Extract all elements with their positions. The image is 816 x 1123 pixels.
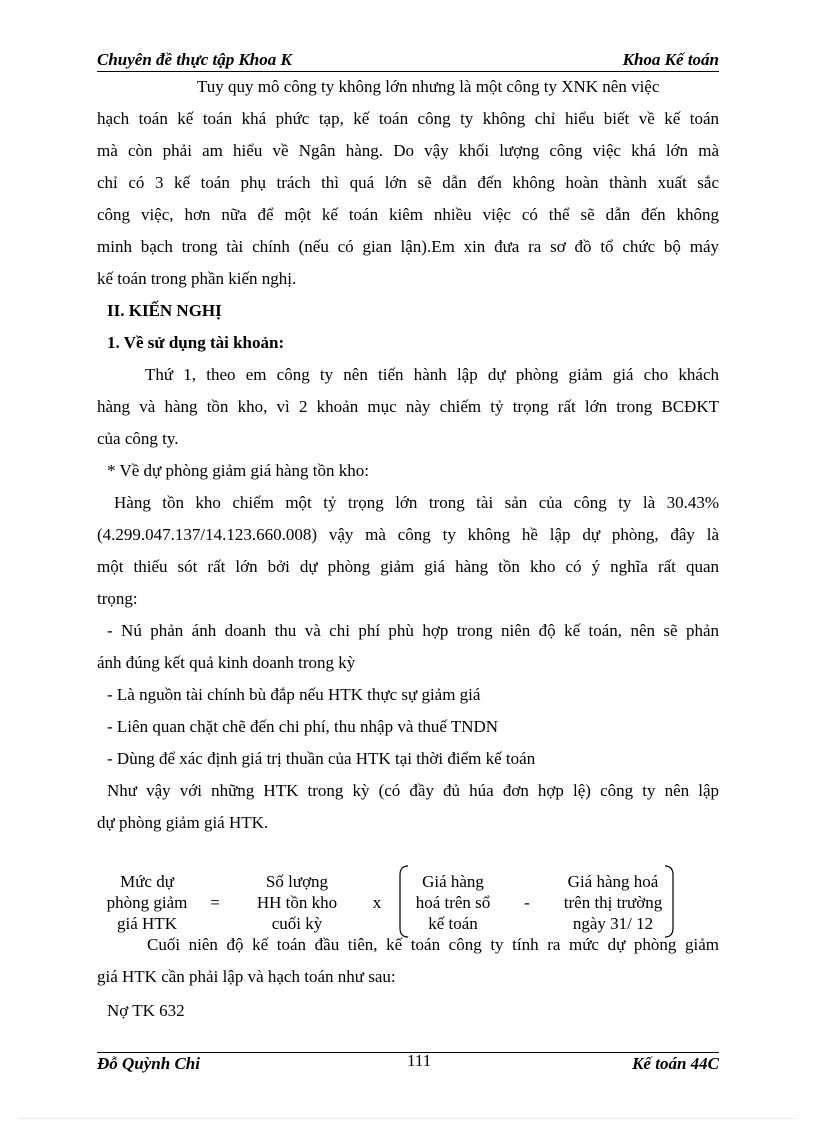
formula-quantity: Số lượng HH tồn kho cuối kỳ [256, 872, 338, 933]
bullet-line: - Liên quan chặt chẽ đến chi phí, thu nhập và thuế TNDN [107, 717, 499, 736]
text-line: * Về dự phòng giảm giá hàng tồn kho: [107, 461, 369, 480]
text-line: hạch toán kế toán khá phức tạp, kế toán công ty không chỉ hiểu biết về kế toán [97, 109, 719, 128]
bullet-line: - Dùng để xác định giá trị thuần của HTK tại thời điểm kế toán [107, 749, 536, 768]
formula-market-price: Giá hàng hoá trên thị trường ngày 31/ 12 [563, 872, 663, 933]
formula-minus: - [524, 893, 530, 912]
text-line: Hàng tồn kho chiếm một tỷ trọng lớn trong tài sản của công ty là 30.43% [114, 493, 719, 512]
text-line: của công ty. [97, 429, 179, 448]
text-line: hàng và hàng tồn kho, vì 2 khoản mục này chiếm tỷ trọng rất lớn trong BCĐKT [97, 397, 719, 416]
formula-book-price: Giá hàng hoá trên sổ kế toán [415, 872, 491, 933]
formula-equals: = [210, 893, 220, 912]
text-line: Tuy quy mô công ty không lớn nhưng là một công ty XNK nên việc [197, 77, 660, 96]
footer-author: Đỗ Quỳnh Chi [97, 1054, 200, 1073]
text-line: (4.299.047.137/14.123.660.008) vậy mà công ty không hề lập dự phòng, đây là [97, 525, 719, 544]
page-edge-divider [20, 1118, 796, 1119]
text-line: giá HTK cần phải lập và hạch toán như sau: [97, 967, 396, 986]
section-heading: II. KIẾN NGHỊ [107, 301, 222, 320]
close-paren-icon [664, 865, 674, 938]
bullet-line: - Là nguồn tài chính bù đắp nếu HTK thực sự giảm giá [107, 685, 481, 704]
text-line: dự phòng giảm giá HTK. [97, 813, 269, 832]
text-line: minh bạch trong tài chính (nếu có gian lận).Em xin đưa ra sơ đồ tổ chức bộ máy [97, 237, 719, 256]
text-line: một thiếu sót rất lớn bởi dự phòng giảm giá hàng tồn kho có ý nghĩa rất quan [97, 557, 719, 576]
header-rule [97, 71, 719, 72]
text-line: Như vậy với những HTK trong kỳ (có đầy đủ húa đơn hợp lệ) công ty nên lập [107, 781, 719, 800]
subsection-heading: 1. Về sử dụng tài khoản: [107, 333, 285, 352]
text-line: mà còn phải am hiểu về Ngân hàng. Do vậy khối lượng công việc khá lớn mà [97, 141, 719, 160]
page-number: 111 [407, 1051, 432, 1070]
text-line: Thứ 1, theo em công ty nên tiến hành lập dự phòng giảm giá cho khách [145, 365, 719, 384]
text-line: Cuối niên độ kế toán đầu tiên, kế toán công ty tính ra mức dự phòng giảm [147, 935, 719, 954]
formula-lhs: Mức dự phòng giảm giá HTK [106, 872, 188, 933]
provision-formula [97, 865, 719, 940]
page-footer [97, 1051, 719, 1076]
page-header [97, 50, 719, 72]
header-right: Khoa Kế toán [622, 50, 719, 69]
text-line: công việc, hơn nữa để một kế toán kiêm nhiều việc có thể sẽ dẫn đến không [97, 205, 719, 224]
bullet-line: - Nú phản ánh doanh thu và chi phí phù hợp trong niên độ kế toán, nên sẽ phản [107, 621, 719, 640]
text-line: trọng: [97, 589, 138, 608]
text-line: chỉ có 3 kế toán phụ trách thì quá lớn sẽ dẫn đến không hoàn thành xuất sắc [97, 173, 719, 192]
header-left: Chuyên đề thực tập Khoa K [97, 50, 292, 69]
formula-times: x [372, 893, 382, 912]
bullet-line: ánh đúng kết quả kinh doanh trong kỳ [97, 653, 356, 672]
footer-class: Kế toán 44C [632, 1054, 719, 1073]
text-line: kế toán trong phần kiến nghị. [97, 269, 297, 288]
journal-entry-line: Nợ TK 632 [107, 1001, 185, 1020]
